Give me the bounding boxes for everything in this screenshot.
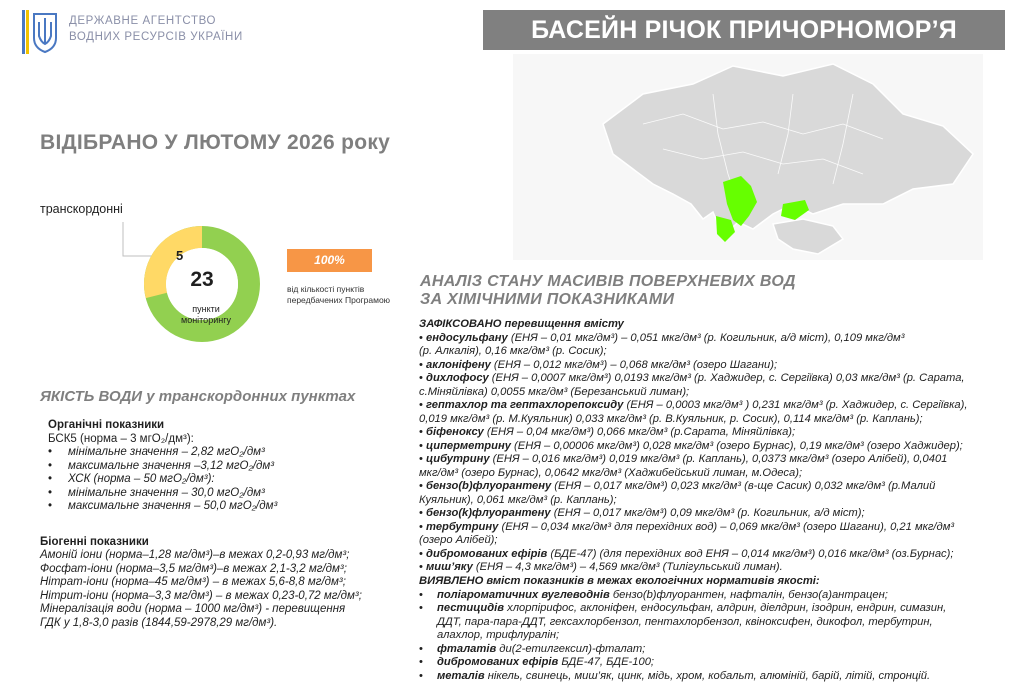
ammonium-line: Амоній іони (норма–1,28 мг/дм³)–в межах 0,2-0,93 мг/дм³; — [40, 549, 350, 561]
total-label-1: пункти — [192, 304, 220, 314]
exceedance-line: мкг/дм³ (озеро Бурнас), 0,0642 мкг/дм³ (Хаджибейський лиман, м.Одеса); — [419, 466, 803, 479]
mineral-line-2: ГДК у 1,8-3,0 разів (1844,59-2978,29 мг/дм³). — [40, 616, 278, 629]
analysis-title-line2: ЗА ХІМІЧНИМИ ПОКАЗНИКАМИ — [420, 291, 675, 308]
within-norms-item: • пестицидів хлорпірифос, аклоніфен, ендосульфан, алдрин, діелдрин, ізодрин, ендрин, симазин, — [419, 602, 947, 614]
exceedance-line: • бензо(b)флуорантену (ЕНЯ – 0,017 мкг/дм³) 0,023 мкг/дм³ (в-ще Сасик) 0,032 мкг/дм³ (р.Малий — [419, 480, 936, 492]
xsk-max-line: • максимальне значення – 50,0 мгО₂/дм³ — [48, 500, 278, 512]
within-norms-header: ВИЯВЛЕНО вміст показників в межах екологічних нормативів якості: — [419, 575, 820, 587]
exceedance-line: • тербутрину (ЕНЯ – 0,034 мкг/дм³ для перехідних вод) – 0,069 мкг/дм³ (озеро Шагани), 0,21 мкг/дм³ — [419, 520, 955, 533]
exceedance-line: • ендосульфану (ЕНЯ – 0,01 мкг/дм³) – 0,051 мкг/дм³ (р. Когильник, а/д міст), 0,109 мкг/дм³ — [419, 331, 905, 344]
percent-badge: 100% — [287, 249, 372, 272]
percent-note-line2: передбачених Програмою — [287, 295, 391, 305]
nitrite-line: Нітрит-іони (норма–3,3 мг/дм³) – в межах 0,23-0,72 мг/дм³; — [40, 589, 362, 602]
percent-note-line1: від кількості пунктів — [287, 284, 365, 294]
total-count: 23 — [190, 268, 214, 291]
exceedance-line: 0,019 мкг/дм³ (р. М.Куяльник) 0,033 мкг/дм³ (р. В.Куяльник, р. Сосик), 0,114 мкг/дм³ (р. Каплань); — [419, 412, 923, 425]
exceedance-line: • дибромованих ефірів (БДЕ-47) (для перехідних вод ЕНЯ – 0,014 мкг/дм³) 0,016 мкг/дм³ (оз.Бурнас); — [419, 547, 954, 560]
coat-of-arms-logo — [22, 10, 62, 54]
exceedance-line: • дихлофосу (ЕНЯ – 0,0007 мкг/дм³) 0,0193 мкг/дм³ (р. Хаджидер, с. Сергіївка) 0,03 мкг/дм³ (р. Сарата, — [419, 372, 965, 384]
transborder-label: транскордонні — [40, 202, 123, 216]
biogenic-header: Біогенні показники — [40, 535, 149, 548]
sampled-title: ВІДІБРАНО У ЛЮТОМУ 2026 року — [40, 131, 391, 154]
analysis-title — [420, 273, 796, 309]
exceedance-header: ЗАФІКСОВАНО перевищення вмісту — [419, 318, 624, 330]
exceedance-line: • біфеноксу (ЕНЯ – 0,04 мкг/дм³) 0,066 мкг/дм³ (р.Сарата, Міняйлівка); — [419, 426, 796, 438]
exceedance-line: (озеро Алібей); — [419, 534, 498, 546]
bsk5-line: БСК5 (норма – 3 мгО₂/дм³): — [48, 432, 194, 445]
within-norms-item: • дибромованих ефірів БДЕ-47, БДЕ-100; — [419, 656, 655, 668]
percent-note — [287, 284, 390, 306]
bsk5-min-line: • мінімальне значення – 2,82 мгО₂/дм³ — [48, 446, 265, 458]
exceedance-line: • аклоніфену (ЕНЯ – 0,012 мкг/дм³) – 0,068 мкг/дм³ (озеро Шагани); — [419, 358, 778, 371]
exceedance-line: с.Міняйлівка) 0,0055 мкг/дм³ (Березанський лиман); — [419, 385, 690, 398]
total-label-2: моніторингу — [181, 315, 231, 325]
within-norms-item: • фталатів ди(2-етилгексил)-фталат; — [419, 642, 646, 655]
agency-name-line1: ДЕРЖАВНЕ АГЕНТСТВО — [69, 15, 217, 27]
transborder-count: 5 — [176, 248, 184, 263]
within-norms-item: • поліароматичних вуглеводнів бензо(b)флуорантен, нафталін, бензо(а)антрацен; — [419, 588, 888, 601]
within-norms-item: • металів нікель, свинець, миш’як, цинк, мідь, хром, кобальт, алюміній, барій, літій, стронцій. — [419, 669, 931, 682]
xsk-line: • ХСК (норма – 50 мгО₂/дм³): — [48, 473, 215, 485]
exceedance-line: Куяльник), 0,061 мкг/дм³ (р. Каплань); — [419, 493, 617, 506]
mineral-line-1: Мінералізація води (норма – 1000 мг/дм³) - перевищення — [40, 603, 346, 615]
exceedance-line: (р. Алкалія), 0,16 мкг/дм³ (р. Сосик); — [419, 345, 607, 357]
organic-header: Органічні показники — [48, 419, 165, 431]
ukraine-map — [513, 54, 983, 260]
monitoring-donut-chart — [120, 206, 320, 356]
quality-indicators — [40, 419, 380, 630]
bsk5-max-line: • максимальне значення –3,12 мгО₂/дм³ — [48, 459, 275, 472]
nitrate-line: Нітрат-іони (норма–45 мг/дм³) – в межах 5,6-8,8 мг/дм³; — [40, 576, 346, 588]
exceedance-line: • бензо(k)флуорантену (ЕНЯ – 0,017 мкг/дм³) 0,09 мкг/дм³ (р. Когильник, а/д міст); — [419, 507, 865, 519]
within-norms-item-continuation: алахлор, трифлуралін; — [437, 629, 560, 641]
exceedance-line: • миш’яку (ЕНЯ – 4,3 мкг/дм³) – 4,569 мкг/дм³ (Тилігульський лиман). — [419, 561, 783, 573]
quality-title: ЯКІСТЬ ВОДИ у транскордонних пунктах — [40, 388, 356, 405]
xsk-min-line: • мінімальне значення – 30,0 мгО₂/дм³ — [48, 486, 265, 499]
agency-name-line2: ВОДНИХ РЕСУРСІВ УКРАЇНИ — [69, 31, 243, 43]
within-norms-list — [419, 575, 1014, 683]
agency-name — [69, 13, 243, 45]
phosphate-line: Фосфат-іони (норма–3,5 мг/дм³)–в межах 2,1-3,2 мг/дм³; — [40, 562, 347, 575]
exceedance-line: • цибутрину (ЕНЯ – 0,016 мкг/дм³) 0,019 мкг/дм³ (р. Каплань), 0,0373 мкг/дм³ (озеро Алібей), 0,0401 — [419, 453, 948, 465]
exceedance-list — [419, 318, 1014, 575]
within-norms-item-continuation: ДДТ, пара-пара-ДДТ, гексахлорбензол, пентахлорбензол, квіноксифен, дикофол, тербутрин, — [437, 615, 933, 628]
exceedance-line: • циперметрину (ЕНЯ – 0,00006 мкг/дм³) 0,028 мкг/дм³ (озеро Бурнас), 0,19 мкг/дм³ (озеро Хаджидер); — [419, 439, 963, 452]
analysis-title-line1: АНАЛІЗ СТАНУ МАСИВІВ ПОВЕРХНЕВИХ ВОД — [420, 273, 796, 290]
exceedance-line: • гептахлор та гептахлорепоксиду (ЕНЯ – 0,0003 мкг/дм³ ) 0,231 мкг/дм³ (р. Хаджидер, с. Сергіївка), — [419, 399, 968, 411]
basin-title: БАСЕЙН РІЧОК ПРИЧОРНОМОР’Я — [483, 10, 1005, 50]
